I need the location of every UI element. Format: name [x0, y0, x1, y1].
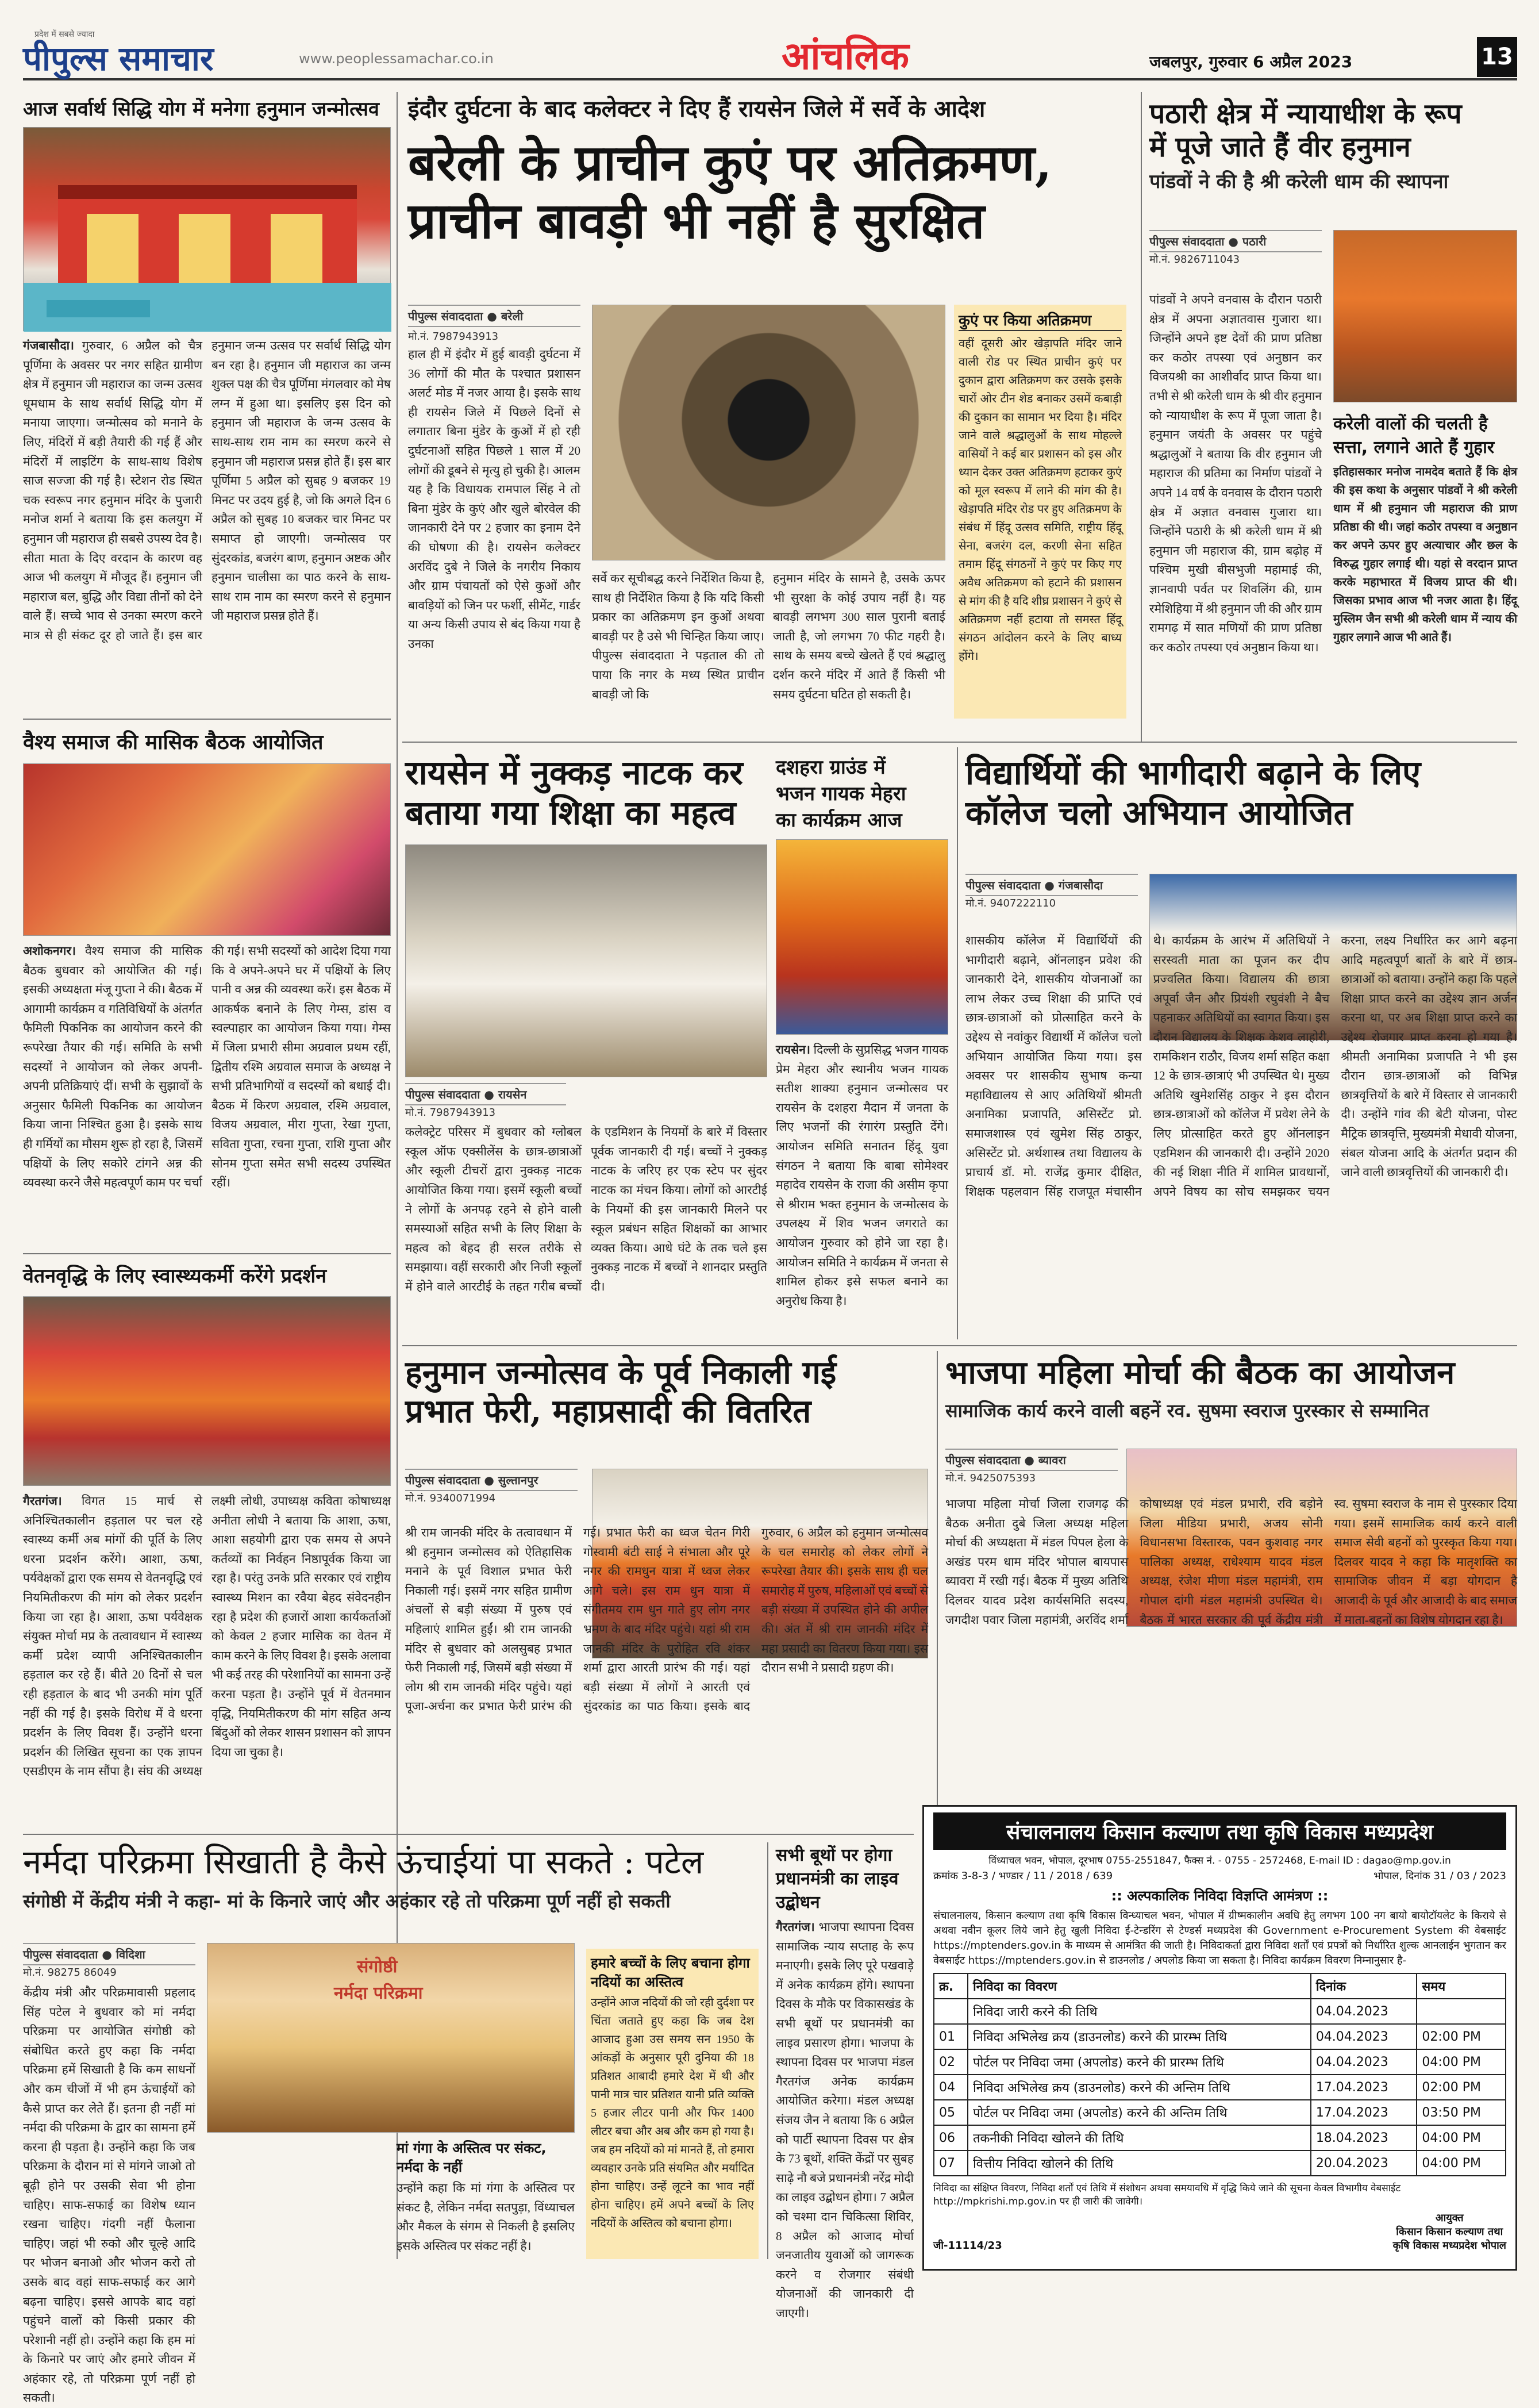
well-photo [592, 305, 945, 560]
raisen-body: कलेक्ट्रेट परिसर में बुधवार को ग्लोबल स्कूल ऑफ एक्सीलेंस के छात्र-छात्राओं और स्कूली टीचरों द्वारा नुक्कड़ नाटक आयोजित किया गया। इसमें स्कूली बच्चों ने लोगों के अनपढ़ रहने से होने वाली समस्याओं सहित सभी के लिए शिक्षा के महत्व को बेहद ही सरल तरीके से समझाया। वहीं सरकारी और निजी स्कूलों में होने वाले आरटीई के तहत गरीब बच्चों के एडमिशन के नियमों के बारे में विस्तार पूर्वक जानकारी दी गई। बच्चों ने नुक्कड़ नाटक के जरिए हर एक स्टेप पर सुंदर नाटक का मंचन किया। लोगों को आरटीई के नियमों की इस जानकारी मिलने पर स्कूल प्रबंधन सहित शिक्षकों का आभार व्यक्त किया। आधे घंटे के तक चले इस नुक्कड़ नाटक में बच्चों ने शानदार प्रस्तुति दी। [405, 1125, 767, 1293]
body-text: वैश्य समाज की मासिक बैठक बुधवार को आयोजित की गई। इसकी अध्यक्षता मंजू गुप्ता ने की। बैठक में आगामी कार्यक्रम व गतिविधियों के अंतर्गत फैमिली पिकनिक का आयोजन करने की रूपरेखा तैयार की गई। समिति के सभी सदस्यों ने आयोजन को लेकर अपनी-अपनी प्रतिक्रियाएं दीं। सभी के सुझावों के अनुसार फैमिली पिकनिक का आयोजन किया जाना निश्चित हुआ है। इसके साथ ही गर्मियों का मौसम शुरू हो रहा है, जिसमें पक्षियों के लिए सकोरे टांगने अन्न की व्यवस्था करने जैसे महत्वपूर्ण काम पर चर्चा की गई। सभी सदस्यों को आदेश दिया गया कि वे अपने-अपने घर में पक्षियों के लिए पानी व अन्न की व्यवस्था करें। इस बैठक में आकर्षक बनाने के लिए गेम्स, डांस व स्वल्पाहार का आयोजन किया गया। गेम्स में जिला प्रभारी सीमा अग्रवाल प्रथम रहीं, द्वितीय रश्मि अग्रवाल समाज के अध्यक्ष ने सभी प्रतिभागियों व सदस्यों को बधाई दी। बैठक में किरण अग्रवाल, रश्मि अग्रवाल, विजय अग्रवाल, मीरा गुप्ता, रेखा गुप्ता, सविता गुप्ता, रचना गुप्ता, राशि गुप्ता और सोनम गुप्ता समेत सभी सदस्य उपस्थित रहीं। [23, 944, 391, 1190]
notice-subhead: :: अल्पकालिक निविदा विज्ञप्ति आमंत्रण :: [1111, 1888, 1329, 1904]
sub1-body: उन्होंने कहा कि मां गंगा के अस्तित्व पर संकट है, लेकिन नर्मदा सतपुड़ा, विंध्याचल और मैकल के संगम से निकली है इसलिए इसके अस्तित्व पर संकट नहीं है। [397, 2181, 575, 2253]
narmada-body: केंद्रीय मंत्री और परिक्रमावासी प्रहलाद सिंह पटेल ने बुधवार को मां नर्मदा परिक्रमा पर आयोजित संगोष्ठी को संबोधित करते हुए कहा कि नर्मदा परिक्रमा हमें सिखाती है कि कम साधनों और कम चीजों में भी हम ऊंचाईयों को कैसे प्राप्त कर लेते हैं। इतना ही नहीं मां नर्मदा की परिक्रमा के द्वार का सामना हमें करना ही पड़ता है। उन्होंने कहा कि जब परिक्रमा के दौरान मां से मांगने जाओ तो बूढ़ी होने पर उसकी सेवा भी होना चाहिए। साफ-सफाई का विशेष ध्यान रखना चाहिए। गंदगी नहीं फैलाना चाहिए। जहां भी रुको और चूल्हे आदि पर भोजन बनाओ और भोजन करो तो उसके बाद वहां साफ-सफाई कर आगे बढ़ना चाहिए। इससे आपके बाद वहां पहुंचने वालों को किसी प्रकार की परेशानी नहीं हो। उन्होंने कहा कि हम मां के किनारे पर जाएं और हमारे जीवन में अहंकार रहे, तो परिक्रमा पूर्ण नहीं हो सकती। [23, 1985, 195, 2405]
table-row: 07 वित्तीय निविदा खोलने की तिथि 20.04.2023 04:00 PM [934, 2150, 1506, 2176]
col-header: समय [1417, 1973, 1506, 1999]
sidebar-title: करेली वालों की चलती है सत्ता, लगाने आते हैं गुहार [1333, 414, 1495, 458]
booths-headline-2: प्रधानमंत्री का लाइव [776, 1869, 899, 1889]
dussehra-headline-3: का कार्यक्रम आज [776, 809, 902, 832]
sidebar-title: कुएं पर किया अतिक्रमण [959, 309, 1122, 331]
lead-headline-1: बरेली के प्राचीन कुएं पर अतिक्रमण, [408, 134, 1052, 192]
byline: पीपुल्स संवाददाता ● गंजबासौदा [965, 874, 1138, 896]
table-row: 06 तकनीकी निविदा खोलने की तिथि 18.04.2023 04:00 PM [934, 2125, 1506, 2150]
body-text: गुरुवार, 6 अप्रैल को चैत्र पूर्णिमा के अवसर पर नगर सहित ग्रामीण क्षेत्र में हनुमान जी महाराज का जन्म उत्सव धूमधाम के साथ सर्वार्थ सिद्धि योग में मनाया जाएगा। जन्मोत्सव को मनाने के लिए, मंदिरों में बड़ी तैयारी की गई हैं और मंदिरों में लाइटिंग के साथ-साथ विशेष साज सज्जा की गई है। स्टेशन रोड स्थित चक स्वरूप नगर हनुमान मंदिर के पुजारी मनोज शर्मा ने बताया कि इस कलयुग में हनुमान जी महाराज ही सबसे उपस्य देव है। सीता माता के दिए वरदान के कारण वह आज भी कलयुग में मौजूद हैं। हनुमान जी महाराज बल, बुद्धि और विद्या तीनों को देने वाले हैं। सच्चे भाव से उनका स्मरण करने मात्र से ही संकट दूर हो जाते हैं। इस बार हनुमान जन्म उत्सव पर सर्वार्थ सिद्धि योग बन रहा है। हनुमान जी महाराज का जन्म शुक्ल पक्ष की चैत्र पूर्णिमा मंगलवार को मेष लग्न में हुआ था। इसलिए इस दिन को हनुमान जी महाराज के जन्म उत्सव के साथ-साथ राम नाम का स्मरण करने से हनुमान जी महाराज प्रसन्न होते हैं। इस बार पूर्णिमा 5 अप्रैल को सुबह 9 बजकर 19 मिनट पर उदय हुई है, जो कि अगले दिन 6 अप्रैल को सुबह 10 बजकर चार मिनट पर समाप्त हो जाएगी। जन्मोत्सव पर सुंदरकांड, बजरंग बाण, हनुमान अष्टक और हनुमान चालीसा का पाठ करने के साथ-साथ राम नाम का स्मरण करने से हनुमान जी महाराज प्रसन्न होते हैं। [23, 339, 391, 642]
dussehra-headline-2: भजन गायक मेहरा [776, 782, 906, 805]
row-divider [402, 742, 1517, 743]
lead-body-2: सर्वे कर सूचीबद्ध करने निर्देशित किया है, साथ ही निर्देशित किया है कि यदि किसी प्रकार का अतिक्रमण इन कुओं अथवा बावड़ी पर है उसे भी चिन्हित किया जाए। पीपुल्स संवाददाता ने पड़ताल की तो पाया कि नगर के मध्य स्थित प्राचीन बावड़ी जो कि [592, 571, 764, 701]
pathari-sidebar [1333, 411, 1517, 733]
mobile-number: मो.नं. 9407222110 [965, 897, 1056, 909]
byline: पीपुल्स संवाददाता ● पठारी [1149, 230, 1322, 252]
bjp-headline: भाजपा महिला मोर्चा की बैठक का आयोजन [945, 1354, 1455, 1392]
lead-kicker: इंदौर दुर्घटना के बाद कलेक्टर ने दिए हैं रायसेन जिले में सर्वे के आदेश [408, 96, 986, 122]
col-header: दिनांक [1311, 1973, 1417, 1999]
lead-body-1: हाल ही में इंदौर में हुई बावड़ी दुर्घटना में 36 लोगों की मौत के पश्चात प्रशासन अलर्ट मोड में नजर आया है। इसके साथ ही रायसेन जिले में पिछले दिनों से लगातार बिना मुंडेर के कुओं में हो रही दुर्घटनाओं सहित पिछले 1 साल में 20 लोगों की डूबने से मृत्यु हो चुकी है। आलम यह है कि विधायक रामपाल सिंह ने तो बिना मुंडेर के कुएं और खुले बोरवेल की जानकारी देने पर 2 हजार का इनाम देने की घोषणा की है। रायसेन कलेक्टर अरविंद दुबे ने जिले के नगरीय निकाय और ग्राम पंचायतों को ऐसे कुओं और बावड़ियों को जिन पर फर्शी, सीमेंट, गार्डर या अन्य किसी उपाय से बंद किया गया है उनका [408, 347, 580, 651]
vaishya-body [23, 942, 391, 1229]
article-pathari [1149, 98, 1517, 194]
temple-photo [23, 127, 391, 331]
row-divider [23, 1834, 914, 1835]
body-text: दिल्ली के सुप्रसिद्ध भजन गायक प्रेम मेहरा और स्थानीय भजन गायक सतीश शाक्या हनुमान जन्मोत्सव पर रायसेन के दशहरा मैदान में जनता के लिए भजनों की रंगारंग प्रस्तुति देंगे। आयोजन समिति सनातन हिंदू युवा संगठन ने बताया कि बाबा सोमेश्वर महादेव रायसेन के राजा की असीम कृपा से श्रीराम भक्त हनुमान के जन्मोत्सव के उपलक्ष्य में शिव भजन जगराते का आयोजन गुरुवार को होने जा रहा है। आयोजन समिति ने कार्यक्रम में जनता से शामिल होकर इसे सफल बनाने का अनुरोध किया है। [776, 1043, 948, 1308]
dateline: गंजबासौदा। [23, 339, 75, 352]
pathari-byline-block [1149, 230, 1322, 266]
table-row: निविदा जारी करने की तिथि 04.04.2023 [934, 1999, 1506, 2024]
row-divider [23, 719, 391, 720]
lead-byline-block [408, 305, 580, 343]
banner-text-2: नर्मदा परिक्रमा [334, 1983, 423, 2003]
booths-headline-1: सभी बूथों पर होगा [776, 1845, 892, 1865]
body-text: विगत 15 मार्च से अनिश्चितकालीन हड़ताल पर चल रहे स्वास्थ्य कर्मी अब मांगों की पूर्ति के लिए धरना प्रदर्शन करेंगे। आशा, ऊषा, पर्यवेक्षकों द्वारा एक समय से वेतनवृद्धि एवं नियमितीकरण की मांग को लेकर प्रदर्शन किया जा रहा है। आशा, ऊषा पर्यवेक्षक संयुक्त मोर्चा मप्र के तत्वावधान में स्वास्थ्य कर्मी प्रदेश व्यापी अनिश्चितकालीन हड़ताल कर रहे हैं। बीते 20 दिनों से चल रही हड़ताल के बाद भी उनकी मांग पूर्ति नहीं की गई है। इसके विरोध में वे धरना प्रदर्शन के लिए विवश हैं। उन्होंने धरना प्रदर्शन की लिखित सूचना का एक ज्ञापन एसडीएम के नाम सौंपा है। संघ की अध्यक्ष लक्ष्मी लोधी, उपाध्यक्ष कविता कोषाध्यक्ष अनीता लोधी ने बताया कि आशा, ऊषा, आशा सहयोगी द्वारा एक समय से अपने कर्तव्यों का निर्वहन निष्ठापूर्वक किया जा रहा है। परंतु उनके प्रति सरकार एवं राष्ट्रीय स्वास्थ्य मिशन का रवैया बेहद संवेदनहीन रहा है प्रदेश की हजारों आशा कार्यकर्ताओं को केवल 2 हजार मासिक का वेतन में काम करने के लिए विवश है। इसके अलावा भी कई तरह की परेशानियों का सामना उन्हें करना पड़ता है। उन्होंने पूर्व में वेतनमान वृद्धि, नियमितीकरण की मांग सहित अन्य बिंदुओं को लेकर शासन प्रशासन को ज्ञापन दिया जा चुका है। [23, 1494, 391, 1779]
raisen-headline-1: रायसेन में नुक्कड़ नाटक कर [405, 753, 743, 792]
table-row: 05 पोर्टल पर निविदा जमा (अपलोड) करने की अन्तिम तिथि 17.04.2023 03:50 PM [934, 2100, 1506, 2125]
mobile-number: मो.नं. 9826711043 [1149, 254, 1240, 266]
college-headline-1: विद्यार्थियों की भागीदारी बढ़ाने के लिए [965, 753, 1421, 792]
vaishya-headline: वैश्य समाज की मासिक बैठक आयोजित [23, 731, 324, 754]
banner-text-1: संगोष्ठी [357, 1957, 398, 1977]
narmada-body-cont [207, 2138, 385, 2259]
sidebar-body: इतिहासकार मनोज नामदेव बताते हैं कि क्षेत्र की इस कथा के अनुसार पांडवों ने श्री करेली धाम में श्री हनुमान जी महाराज की प्राण प्रतिष्ठा की थी। जहां कठोर तपस्या व अनुष्ठान कर अपने ऊपर हुए अत्याचार और छल के विरुद्ध गुहार लगाई थी। यहां से वरदान प्राप्त करके महाभारत में विजय प्राप्त की थी। जिसका प्रभाव आज भी नजर आता है। हिंदू मुस्लिम जैन सभी श्री करेली धाम में न्याय की गुहार लगाने आज भी आते हैं। [1333, 466, 1517, 644]
section-title: आंचलिक [782, 33, 909, 78]
article-body [23, 336, 391, 773]
col-header: निविदा का विवरण [968, 1973, 1311, 1999]
notice-title: संचालनालय किसान कल्याण तथा कृषि विकास मध्यप्रदेश [933, 1812, 1506, 1850]
raisen-headline-2: बताया गया शिक्षा का महत्व [405, 793, 736, 832]
college-body: शासकीय कॉलेज में विद्यार्थियों की भागीदारी बढ़ाने, ऑनलाइन प्रवेश की जानकारी देने, शासकीय योजनाओं का लाभ लेकर उच्च शिक्षा की प्राप्ति एवं छात्र-छात्राओं को प्रोत्साहित करने के उद्देश्य से नवांकुर विद्यार्थी में कॉलेज चलो अभियान आयोजित किया गया। इस अवसर पर शासकीय सुभाष कन्या महाविद्यालय से आए अतिथियों श्रीमती अनामिका प्रजापति, असिस्टेंट प्रो. समाजशास्त्र एवं खुमेश सिंह ठाकुर, असिस्टेंट प्रो. अर्थशास्त्र तथा विद्यालय के प्राचार्य डॉ. मो. राजेंद्र कुमार दीक्षित, शिक्षक पहलवान सिंह राजपूत मंचासीन थे। कार्यक्रम के आरंभ में अतिथियों ने सरस्वती माता का पूजन कर दीप प्रज्वलित किया। विद्यालय की छात्रा अपूर्वा जैन और प्रियंशी रघुवंशी ने बैच पहनाकर अतिथियों का स्वागत किया। इस दौरान विद्यालय के शिक्षक केशव लाहोरी, रामकिशन राठौर, विजय शर्मा सहित कक्षा 12 के छात्र-छात्राएं भी उपस्थित थे। मुख्य अतिथि खुमेशसिंह ठाकुर ने इस दौरान छात्र-छात्राओं को कॉलेज में प्रवेश लेने के लिए प्रोत्साहित करते हुए ऑनलाइन एडमिशन की जानकारी दी। उन्होंने 2020 की नई शिक्षा नीति में शामिल प्रावधानों, अपने विषय का सोच समझकर चयन करना, लक्ष्य निर्धारित कर आगे बढ़ना आदि महत्वपूर्ण बातों के बारे में छात्र-छात्राओं को बताया। उन्होंने कहा कि पहले शिक्षा प्राप्त करने का उद्देश्य ज्ञान अर्जन करना था, पर अब शिक्षा प्राप्त करने का उद्देश्य रोजगार प्राप्त करना हो गया है। श्रीमती अनामिका प्रजापति ने भी इस दौरान छात्र-छात्राओं को विभिन्न छात्रवृत्तियों के बारे में विस्तार से जानकारी दी। उन्होंने गांव की बेटी योजना, पोस्ट मैट्रिक छात्रवृत्ति, मुख्यमंत्री मेधावी योजना, संबल योजना आदि के अंतर्गत प्रदान की जाने वाली छात्रवृत्तियों की जानकारी दी। [965, 934, 1517, 1199]
table-header-row [934, 1973, 1506, 1999]
mobile-number: मो.नं. 7987943913 [408, 331, 499, 343]
notice-intro: संचालनालय, किसान कल्याण तथा कृषि विकास विन्ध्याचल भवन, भोपाल में ग्रीष्मकालीन अवधि हेतु लगभग 100 नग बायो बायोटॉयलेट के किराये से अथवा नवीन कूलर लिये जाने हेतु खुली निविदा ई-टेन्डरिंग से टेण्डर्स मध्यप्रदेश की Government e-Procurement System की वेबसाईट https://mptenders.gov.in के माध्यम से आमंत्रित की जाती है। निविदाकर्ता द्वारा निविदा शर्तों एवं प्रपत्रों को निर्धारित शुल्क आनलाईन भुगतान कर वेबसाईट https://mptenders.gov.in से डाउनलोड / अपलोड किया जा सकता है। निविदा कार्यक्रम विवरण निम्नानुसार है- [933, 1910, 1506, 1967]
article-headline: आज सर्वार्थ सिद्धि योग में मनेगा हनुमान जन्मोत्सव [23, 98, 379, 121]
dateline: गैरतगंज। [776, 1920, 815, 1934]
group-photo [23, 763, 391, 936]
page-number: 13 [1477, 37, 1517, 77]
notice-ref: क्रमांक 3-8-3 / भण्डार / 11 / 2018 / 639 [933, 1870, 1113, 1882]
byline: पीपुल्स संवाददाता ● बरेली [408, 305, 580, 327]
dateline: अशोकनगर। [23, 944, 76, 958]
prabhat-body: श्री राम जानकी मंदिर के तत्वावधान में श्री हनुमान जन्मोत्सव को ऐतिहासिक मनाने के पूर्व विशाल प्रभात फेरी निकाली गई। इसमें नगर सहित ग्रामीण अंचलों से बड़ी संख्या में पुरुष एवं महिलाएं शामिल हुईं। श्री राम जानकी मंदिर से बुधवार को अलसुबह प्रभात फेरी निकाली गई, जिसमें बड़ी संख्या में लोग श्री राम जानकी मंदिर पहुंचे। यहां पूजा-अर्चना कर प्रभात फेरी प्रारंभ की गई। प्रभात फेरी का ध्वज चेतन गिरी गोस्वामी बंटी साई ने संभाला और पूरे नगर की रामधुन यात्रा में ध्वज लेकर आगे चले। इस राम धुन यात्रा में संगीतमय राम धुन गाते हुए लोग नगर भ्रमण के बाद मंदिर पहुंचे। यहां श्री राम जानकी मंदिर के पुरोहित रवि शंकर शर्मा द्वारा आरती प्रारंभ की गई। यहां बड़ी संख्या में लोगों ने आरती एवं सुंदरकांड का पाठ किया। इसके बाद गुरुवार, 6 अप्रैल को हनुमान जन्मोत्सव के चल समारोह को लेकर लोगों ने रूपरेखा तैयार की। इसके साथ ही चल समारोह में पुरुष, महिलाओं एवं बच्चों से बड़ी संख्या में उपस्थित होने की अपील की। अंत में श्री राम जानकी मंदिर में महा प्रसादी का वितरण किया गया। इस दौरान सभी ने प्रसादी ग्रहण की। [405, 1526, 928, 1714]
tender-notice [922, 1805, 1517, 2271]
prabhat-headline-2: प्रभात फेरी, महाप्रसादी की वितरित [405, 1392, 811, 1431]
protest-photo [23, 1296, 391, 1486]
notice-signature: आयुक्त किसान किसान कल्याण तथा कृषि विकास मध्यप्रदेश भोपाल [1392, 2212, 1506, 2252]
sub1-title: मां गंगा के अस्तित्व पर संकट, नर्मदा के नहीं [397, 2140, 547, 2175]
article-narmada [23, 1842, 764, 1913]
col-header: क्र. [934, 1973, 968, 1999]
row-divider [23, 1253, 391, 1254]
pathari-deck: पांडवों ने की है श्री करेली धाम की स्थापना [1149, 170, 1449, 194]
pathari-headline-1: पठारी क्षेत्र में न्यायाधीश के रूप [1149, 98, 1462, 130]
article-college [965, 753, 1517, 833]
narmada-deck: संगोष्ठी में केंद्रीय मंत्री ने कहा- मां के किनारे जाएं और अहंकार रहे तो परिक्रमा पूर्ण नहीं हो सकती [23, 1889, 671, 1912]
pathari-body: पांडवों ने अपने वनवास के दौरान पठारी क्षेत्र में अपना अज्ञातवास गुजारा था। जिन्होंने अपने इष्ट देवों की प्राण प्रतिष्ठा कर कठोर तपस्या एवं अनुष्ठान कर विजयश्री का आशीर्वाद प्राप्त किया था। तभी से श्री करेली धाम के श्री वीर हनुमान को न्यायाधीश के रूप में पूजा जाता है। हनुमान जयंती के अवसर पर पहुंचे श्रद्धालुओं ने बताया कि वीर हनुमान जी महाराज की प्रतिमा का निर्माण पांडवों ने अपने 14 वर्ष के वनवास के दौरान पठारी क्षेत्र में अज्ञात वनवास गुजारा था। जिन्होंने पठारी के श्री करेली धाम में श्री हनुमान जी महाराज की, ग्राम बढ़ोह में पश्चिम मुखी बीसभुजी महामाई की, ज्ञानवापी पर्वत पर शिवलिंग की, ग्राम रमेशिहिया में श्री हनुमान जी की और ग्राम रामगढ़ में सात मणियों की प्राण प्रतिष्ठा कर कठोर तपस्या एवं अनुष्ठान किया था। [1149, 293, 1322, 654]
newspaper-logo[interactable]: पीपुल्स समाचार [23, 39, 214, 78]
byline: पीपुल्स संवाददाता ● ब्यावरा [945, 1449, 1118, 1471]
college-headline-2: कॉलेज चलो अभियान आयोजित [965, 793, 1353, 832]
booths-body [776, 1918, 914, 2320]
pathari-headline-2: में पूजे जाते हैं वीर हनुमान [1149, 130, 1411, 163]
table-row: 01 निविदा अभिलेख क्रय (डाउनलोड) करने की प्रारम्भ तिथि 04.04.2023 02:00 PM [934, 2024, 1506, 2049]
sidebar-body: वहीं दूसरी ओर खेड़ापति मंदिर जाने वाली रोड पर स्थित प्राचीन कुएं पर दुकान द्वारा अतिक्रमण कर उसके इसके चारों ओर टीन शेड बनाकर उसमें कबाड़ी की दुकान का सामान भर दिया है। मंदिर जाने वाले श्रद्धालुओं के साथ मोहल्ले वासियों ने कई बार प्रशासन को इस और ध्यान देकर उक्त अतिक्रमण हटाकर कुएं को मूल स्वरूप में लाने की मांग की है। खेड़ापति मंदिर रोड पर हुए अतिक्रमण के संबंध में हिंदू उत्सव समिति, राष्ट्रीय हिंदू सेना, बजरंग दल, करणी सेना सहित तमाम हिंदू संगठनों ने कुएं पर किए गए अवैध अतिक्रमण को हटाने की प्रशासन से मांग की है यदि शीघ्र प्रशासन ने कुएं से अतिक्रमण नहीं हटाया तो समस्त हिंदू संगठन आंदोलन करने के लिए बाध्य होंगे। [959, 337, 1122, 663]
prabhat-headline-1: हनुमान जन्मोत्सव के पूर्व निकाली गई [405, 1354, 837, 1392]
byline: पीपुल्स संवाददाता ● रायसेन [405, 1083, 566, 1105]
lead-sidebar [954, 305, 1126, 719]
byline: पीपुल्स संवाददाता ● विदिशा [23, 1943, 195, 1965]
body-text: भाजपा स्थापना दिवस सामाजिक न्याय सप्ताह के रूप मनाएगी। इसके लिए पूरे पखवाड़े में अनेक कार्यक्रम होंगे। स्थापना दिवस के मौके पर विकासखंड के सभी बूथों पर प्रधानमंत्री का लाइव प्रसारण होगा। भाजपा के स्थापना दिवस पर भाजपा मंडल गैरतगंज अनेक कार्यक्रम आयोजित करेगा। मंडल अध्यक्ष संजय जैन ने बताया कि 6 अप्रैल को पार्टी स्थापना दिवस पर क्षेत्र के 73 बूथों, शक्ति केंद्रों पर सुबह साढ़े नौ बजे प्रधानमंत्री नरेंद्र मोदी का लाइव उद्बोधन होगा। 7 अप्रैल को चश्मा दान चिकित्सा शिविर, 8 अप्रैल को आजाद मोर्चा जनजातीय युवाओं को जागरूक करने व रोजगार संबंधी योजनाओं की जानकारी दी जाएगी। [776, 1920, 914, 2320]
column-divider [767, 1842, 768, 2259]
table-row: 04 निविदा अभिलेख क्रय (डाउनलोड) करने की अन्तिम तिथि 17.04.2023 02:00 PM [934, 2075, 1506, 2100]
lead-body-3: हनुमान मंदिर के सामने है, उसके ऊपर भी सुरक्षा के कोई उपाय नहीं है। यह बावड़ी लगभग 300 साल पुरानी बताई जाती है, जो लगभग 70 फीट गहरी है। साथ के समय बच्चे खेलते हैं एवं श्रद्धालु दर्शन करने मंदिर में आते हैं किसी भी समय दुर्घटना घटित हो सकती है। [773, 571, 945, 701]
dussehra-body [776, 1040, 948, 1351]
masthead [23, 29, 1517, 80]
issue-date: जबलपुर, गुरुवार 6 अप्रैल 2023 [1149, 52, 1353, 71]
column-divider [1141, 92, 1142, 742]
website-url[interactable]: www.peoplessamachar.co.in [299, 51, 494, 67]
sub2-title: हमारे बच्चों के लिए बचाना होगा नदियों का अस्तित्व [591, 1955, 750, 1990]
article-dussehra [776, 753, 948, 1351]
table-row: 02 पोर्टल पर निविदा जमा (अपलोड) करने की प्रारम्भ तिथि 04.04.2023 04:00 PM [934, 2049, 1506, 2075]
hanuman-idol-photo [1333, 230, 1517, 402]
column-divider [957, 747, 958, 1339]
health-body [23, 1492, 391, 2009]
column-divider [397, 92, 398, 2259]
byline: पीपुल्स संवाददाता ● सुल्तानपुर [405, 1469, 578, 1491]
notice-date: भोपाल, दिनांक 31 / 03 / 2023 [1373, 1870, 1506, 1882]
notice-address: विंध्याचल भवन, भोपाल, दूरभाष 0755-2551847, फैक्स नं. - 0755 - 2572468, E-mail ID : dagao@mp.gov.in [988, 1855, 1451, 1867]
mobile-number: मो.नं. 7987943913 [405, 1107, 496, 1119]
booths-headline-3: उद्बोधन [776, 1892, 820, 1912]
notice-code: जी-11114/23 [933, 2240, 1002, 2252]
narmada-sub2 [586, 1949, 759, 2259]
seminar-photo [207, 1943, 575, 2133]
article-booths [776, 1842, 914, 2320]
narmada-sub1 [397, 2138, 575, 2259]
sub2-body: उन्होंने आज नदियों की जो रही दुर्दशा पर चिंता जताते हुए कहा कि जब देश आजाद हुआ उस समय सन 1950 के आंकड़ों के अनुसार पूरी दुनिया की 18 प्रतिशत आबादी हमारे देश में थी और पानी मात्र चार प्रतिशत यानी प्रति व्यक्ति 5 हजार लीटर पानी और फिर 1400 लीटर बचा और अब और कम हो गया है। जब हम नदियों को मां मानते हैं, तो हमारा व्यवहार उनके प्रति संयमित और मर्यादित होना चाहिए। उन्हें लूटने का भाव नहीं होना चाहिए। हमें अपने बच्चों के लिए नदियों के अस्तित्व को बचाना होगा। [591, 1996, 754, 2230]
dussehra-headline-1: दशहरा ग्राउंड में [776, 756, 886, 779]
article-lead [408, 92, 1138, 251]
row-divider [402, 1345, 1517, 1346]
dateline: गैरतगंज। [23, 1494, 62, 1508]
lead-headline-2: प्राचीन बावड़ी भी नहीं है सुरक्षित [408, 192, 985, 251]
article-janmotsav [23, 95, 391, 642]
temple-illustration [24, 128, 391, 332]
bjp-body: भाजपा महिला मोर्चा जिला राजगढ़ की बैठक अनीता दुबे जिला अध्यक्ष महिला मोर्चा की अध्यक्षता में मंडल पिपल हेला के अखंड परम धाम मंदिर भोपाल बायपास ब्यावरा में रखी गई। बैठक में मुख्य अतिथि दिलवर यादव प्रदेश कार्यसमिति सदस्य, जगदीश पवार जिला महामंत्री, अरविंद शर्मा कोषाध्यक्ष एवं मंडल प्रभारी, रवि बड़ोने जिला मीडिया प्रभारी, अजय सोनी विधानसभा विस्तारक, पवन कुशवाह नगर पालिका अध्यक्ष, राधेश्याम यादव मंडल अध्यक्ष, रंजेश मीणा मंडल महामंत्री, राम गोपाल दांगी मंडल महामंत्री उपस्थित थे। बैठक में भारत सरकार की पूर्व केंद्रीय मंत्री स्व. सुषमा स्वराज के नाम से पुरस्कार दिया गया। इसमें सामाजिक कार्य करने वाली समाज सेवी बहनों को पुरस्कृत किया गया। दिलवर यादव ने कहा कि मातृशक्ति का सामाजिक जीवन में बड़ा योगदान है आजादी के पूर्व और आजादी के बाद समाज में माता-बहनों का विशेष योगदान रहा है। [945, 1497, 1517, 1627]
street-play-photo [405, 844, 767, 1077]
health-headline: वेतनवृद्धि के लिए स्वास्थ्यकर्मी करेंगे प्रदर्शन [23, 1265, 327, 1288]
article-vaishya [23, 727, 391, 1229]
notice-footer: निविदा का संक्षिप्त विवरण, निविदा शर्तों एवं तिथि में संशोधन अथवा समयावधि में वृद्धि किये जाने की सूचना केवल विभागीय वेबसाईट http://mpkrishi.mp.gov.in पर ही जारी की जावेगी। [933, 2183, 1401, 2208]
mobile-number: मो.नं. 9425075393 [945, 1472, 1036, 1484]
article-bjp [945, 1354, 1517, 1423]
mobile-number: मो.नं. 98275 86049 [23, 1967, 117, 1979]
article-raisen [405, 753, 767, 1364]
narmada-headline: नर्मदा परिक्रमा सिखाती है कैसे ऊंचाईयां पा सकते : पटेल [23, 1842, 704, 1881]
tender-schedule-table [933, 1973, 1506, 2176]
bjp-deck: सामाजिक कार्य करने वाली बहनें रव. सुषमा स्वराज पुरस्कार से सम्मानित [945, 1400, 1429, 1422]
hanuman-painting [776, 839, 948, 1035]
dateline: रायसेन। [776, 1043, 811, 1057]
logo-tagline: प्रदेश में सबसे ज्यादा [34, 30, 95, 39]
mobile-number: मो.नं. 9340071994 [405, 1492, 496, 1504]
article-prabhat [405, 1354, 928, 1431]
